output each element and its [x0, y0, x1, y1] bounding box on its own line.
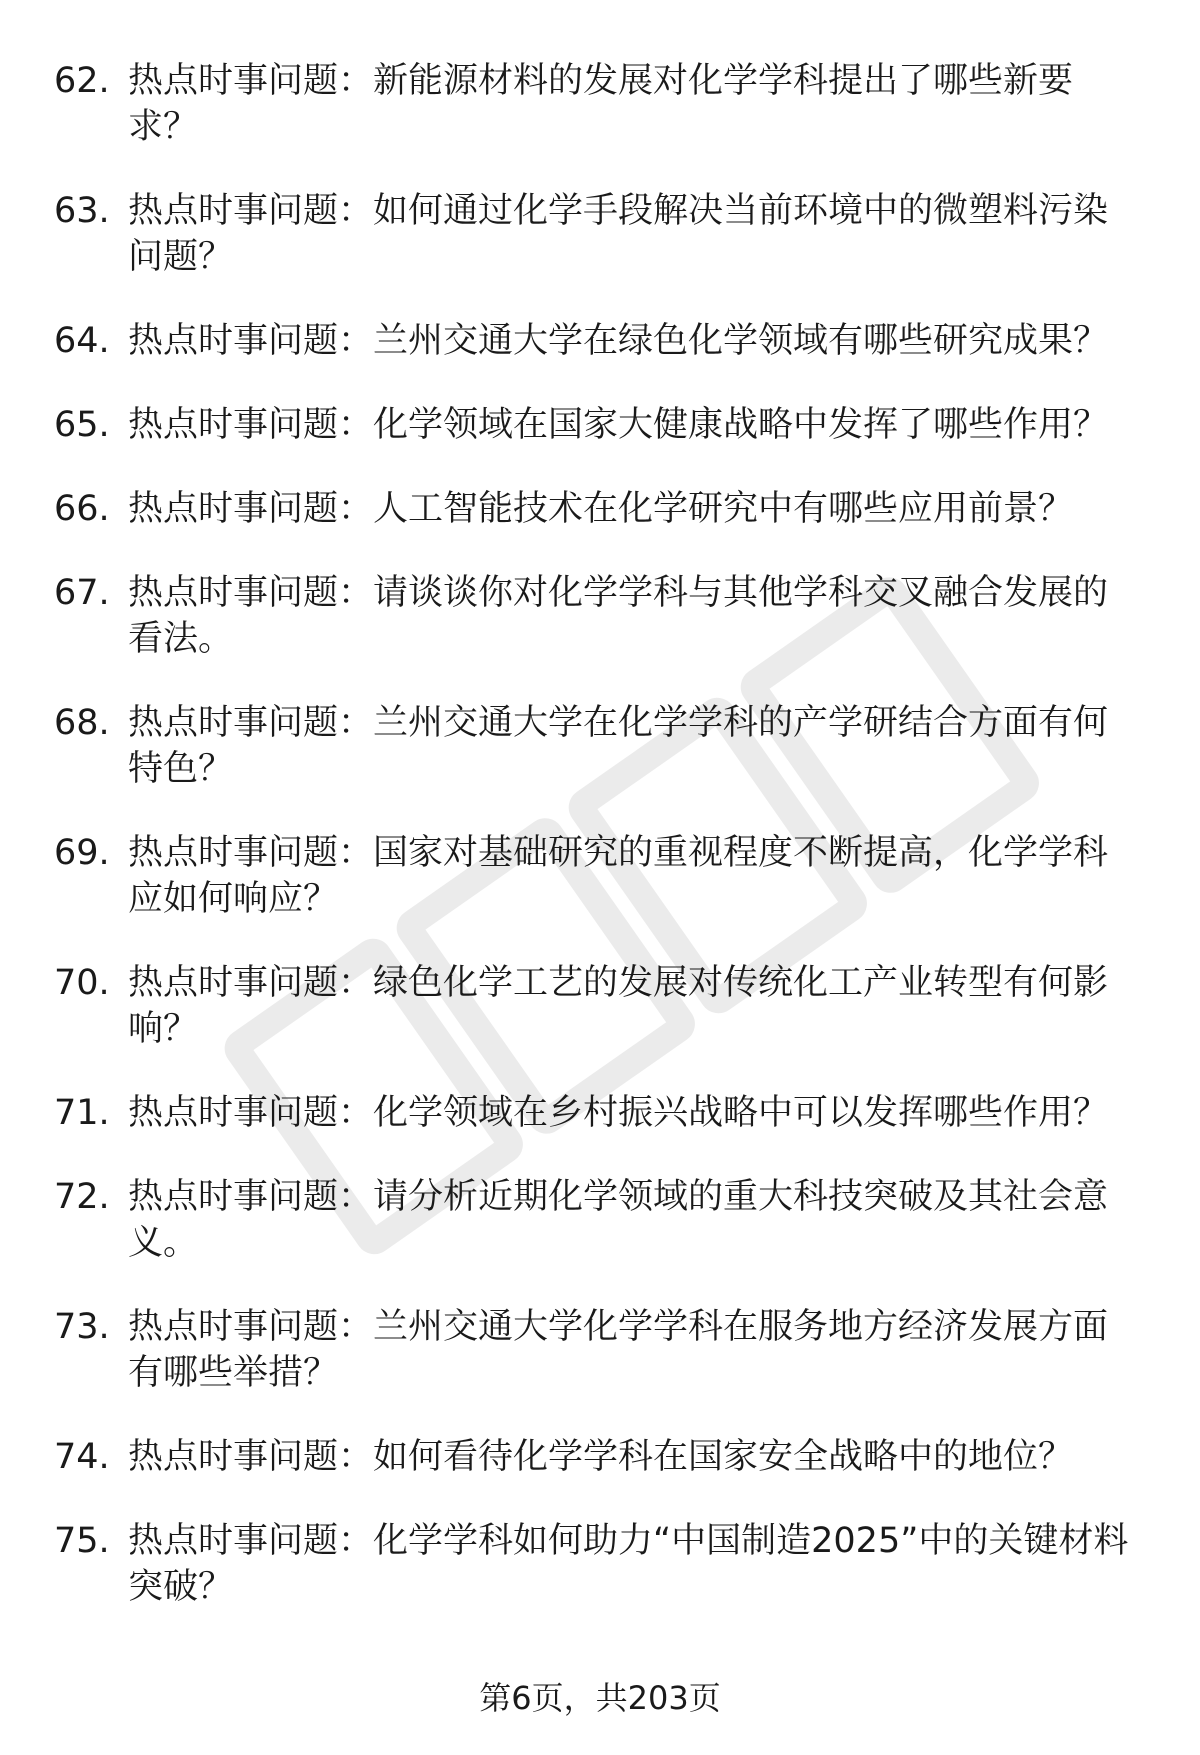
question-number: 62.	[54, 61, 110, 101]
list-item	[0, 960, 1200, 1052]
question-number: 69.	[54, 833, 110, 873]
list-item	[0, 570, 1200, 662]
question-number: 74.	[54, 1437, 110, 1477]
question-number: 66.	[54, 489, 110, 529]
list-item	[0, 1090, 1200, 1136]
list-item	[0, 1518, 1200, 1610]
question-number: 71.	[54, 1093, 110, 1133]
question-text: 热点时事问题：兰州交通大学化学学科在服务地方经济发展方面有哪些举措？	[128, 1307, 1109, 1393]
question-text: 热点时事问题：人工智能技术在化学研究中有哪些应用前景？	[128, 489, 1074, 529]
question-text: 热点时事问题：请分析近期化学领域的重大科技突破及其社会意义。	[128, 1177, 1109, 1263]
page-number-label: 第6页，共203页	[479, 1679, 721, 1717]
question-text: 热点时事问题：兰州交通大学在绿色化学领域有哪些研究成果？	[128, 321, 1109, 361]
list-item	[0, 318, 1200, 364]
list-item	[0, 1304, 1200, 1396]
list-item	[0, 700, 1200, 792]
question-text: 热点时事问题：国家对基础研究的重视程度不断提高，化学学科应如何响应？	[128, 833, 1109, 919]
question-number: 64.	[54, 321, 110, 361]
question-number: 73.	[54, 1307, 110, 1347]
list-item	[0, 402, 1200, 448]
question-text: 热点时事问题：请谈谈你对化学学科与其他学科交叉融合发展的看法。	[128, 573, 1109, 659]
question-number: 68.	[54, 703, 110, 743]
question-number: 72.	[54, 1177, 110, 1217]
question-text: 热点时事问题：兰州交通大学在化学学科的产学研结合方面有何特色？	[128, 703, 1109, 789]
list-item	[0, 830, 1200, 922]
question-number: 75.	[54, 1521, 110, 1561]
list-item	[0, 58, 1200, 150]
question-number: 70.	[54, 963, 110, 1003]
question-text: 热点时事问题：新能源材料的发展对化学学科提出了哪些新要求？	[128, 61, 1074, 147]
question-text: 热点时事问题：化学领域在国家大健康战略中发挥了哪些作用？	[128, 405, 1109, 445]
question-text: 热点时事问题：化学学科如何助力“中国制造2025”中的关键材料突破？	[128, 1521, 1129, 1607]
list-item	[0, 188, 1200, 280]
question-number: 67.	[54, 573, 110, 613]
question-number: 63.	[54, 191, 110, 231]
question-text: 热点时事问题：化学领域在乡村振兴战略中可以发挥哪些作用？	[128, 1093, 1109, 1133]
list-item	[0, 486, 1200, 532]
question-list	[0, 58, 1200, 1648]
list-item	[0, 1434, 1200, 1480]
page-footer	[0, 1678, 1200, 1718]
question-number: 65.	[54, 405, 110, 445]
question-text: 热点时事问题：如何看待化学学科在国家安全战略中的地位？	[128, 1437, 1074, 1477]
question-text: 热点时事问题：如何通过化学手段解决当前环境中的微塑料污染问题？	[128, 191, 1109, 277]
list-item	[0, 1174, 1200, 1266]
question-text: 热点时事问题：绿色化学工艺的发展对传统化工产业转型有何影响？	[128, 963, 1109, 1049]
